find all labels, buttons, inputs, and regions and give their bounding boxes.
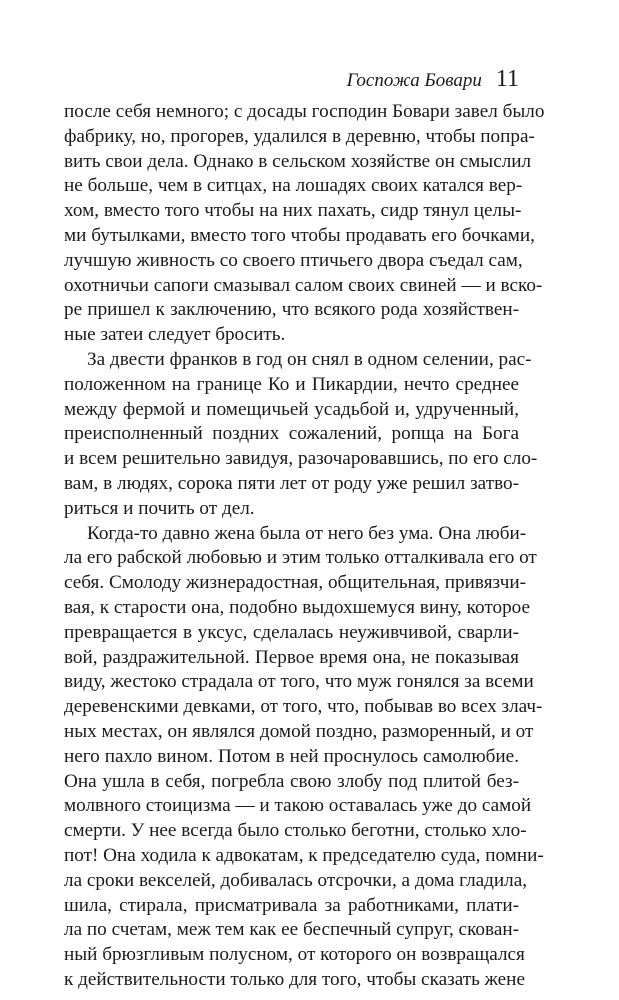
text-line: положенном на границе Ко и Пикардии, нечто среднее <box>64 373 519 395</box>
text-line: ми бутылками, вместо того чтобы продавать его бочками, <box>64 224 535 246</box>
text-line: деревенскими девками, от того, что, побывав во всех злач- <box>64 696 543 718</box>
text-line: молвного стоицизма — и такою оставалась уже до самой <box>64 795 532 817</box>
text-line: не больше, чем в ситцах, на лошадях своих катался вер- <box>64 175 523 197</box>
text-line: Когда-то давно жена была от него без ума. Она люби- <box>87 522 527 544</box>
text-line: хом, вместо того чтобы на них пахать, сидр тянул целы- <box>64 200 522 222</box>
text-line: виду, жестоко страдала от того, что муж гонялся за всеми <box>64 671 534 693</box>
text-line: превращается в уксус, сделалась неуживчивой, сварли- <box>64 621 519 643</box>
text-line: к действительности только для того, чтобы сказать жене <box>64 968 525 990</box>
body-text <box>64 100 545 993</box>
running-title: Госпожа Бовари <box>346 70 482 91</box>
text-line: пот! Она ходила к адвокатам, к председателю суда, помни- <box>64 844 544 866</box>
text-line: после себя немного; с досады господин Бовари завел было <box>64 101 545 122</box>
text-line: ре пришел к заключению, что всякого рода хозяйствен- <box>64 299 519 321</box>
text-line: лучшую живность со своего птичьего двора съедал сам, <box>64 249 523 271</box>
paragraph <box>64 348 538 522</box>
text-line: ных местах, он являлся домой поздно, разморенный, и от <box>64 720 534 742</box>
text-line: вить свои дела. Однако в сельском хозяйстве он смыслил <box>64 150 532 172</box>
text-line: ные затеи следует бросить. <box>64 324 286 346</box>
page-number: 11 <box>495 66 519 92</box>
page-header <box>64 66 519 93</box>
paragraph <box>64 100 545 348</box>
text-line: ла по счетам, меж тем как ее беспечный супруг, скован- <box>64 919 519 941</box>
text-line: охотничьи сапоги смазывал салом своих свиней — и вско- <box>64 274 543 296</box>
text-line: фабрику, но, прогорев, удалился в деревню, чтобы попра- <box>64 125 535 147</box>
text-line: преисполненный поздних сожалений, ропща на Бога <box>64 423 519 445</box>
text-line: смерти. У нее всегда было столько беготни, столько хло- <box>64 820 527 842</box>
text-line: вой, раздражительной. Первое время она, не показывая <box>64 646 519 668</box>
text-line: За двести франков в год он снял в одном селении, рас- <box>87 348 532 370</box>
text-line: Она ушла в себя, погребла свою злобу под плитой без- <box>64 770 519 792</box>
text-line: ла его рабской любовью и этим только отталкивала его от <box>64 547 537 569</box>
text-line: вам, в людях, сорока пяти лет от роду уже решил затво- <box>64 472 519 494</box>
text-line: себя. Смолоду жизнерадостная, общительная, привязчи- <box>64 572 527 594</box>
text-line: риться и почить от дел. <box>64 497 255 519</box>
text-line: вая, к старости она, подобно выдохшемуся вину, которое <box>64 596 531 618</box>
paragraph <box>64 522 544 993</box>
text-line: шила, стирала, присматривала за работниками, плати- <box>64 894 519 916</box>
text-line: ный брюзгливым полусном, от которого он возвращался <box>64 944 525 966</box>
text-line: ла сроки векселей, добивалась отсрочки, а дома гладила, <box>64 869 528 891</box>
text-line: него пахло вином. Потом в ней проснулось самолюбие. <box>64 745 519 767</box>
text-line: и всем решительно завидуя, разочаровавшись, по его сло- <box>64 448 538 470</box>
text-line: между фермой и помещичьей усадьбой и, удрученный, <box>64 398 519 420</box>
